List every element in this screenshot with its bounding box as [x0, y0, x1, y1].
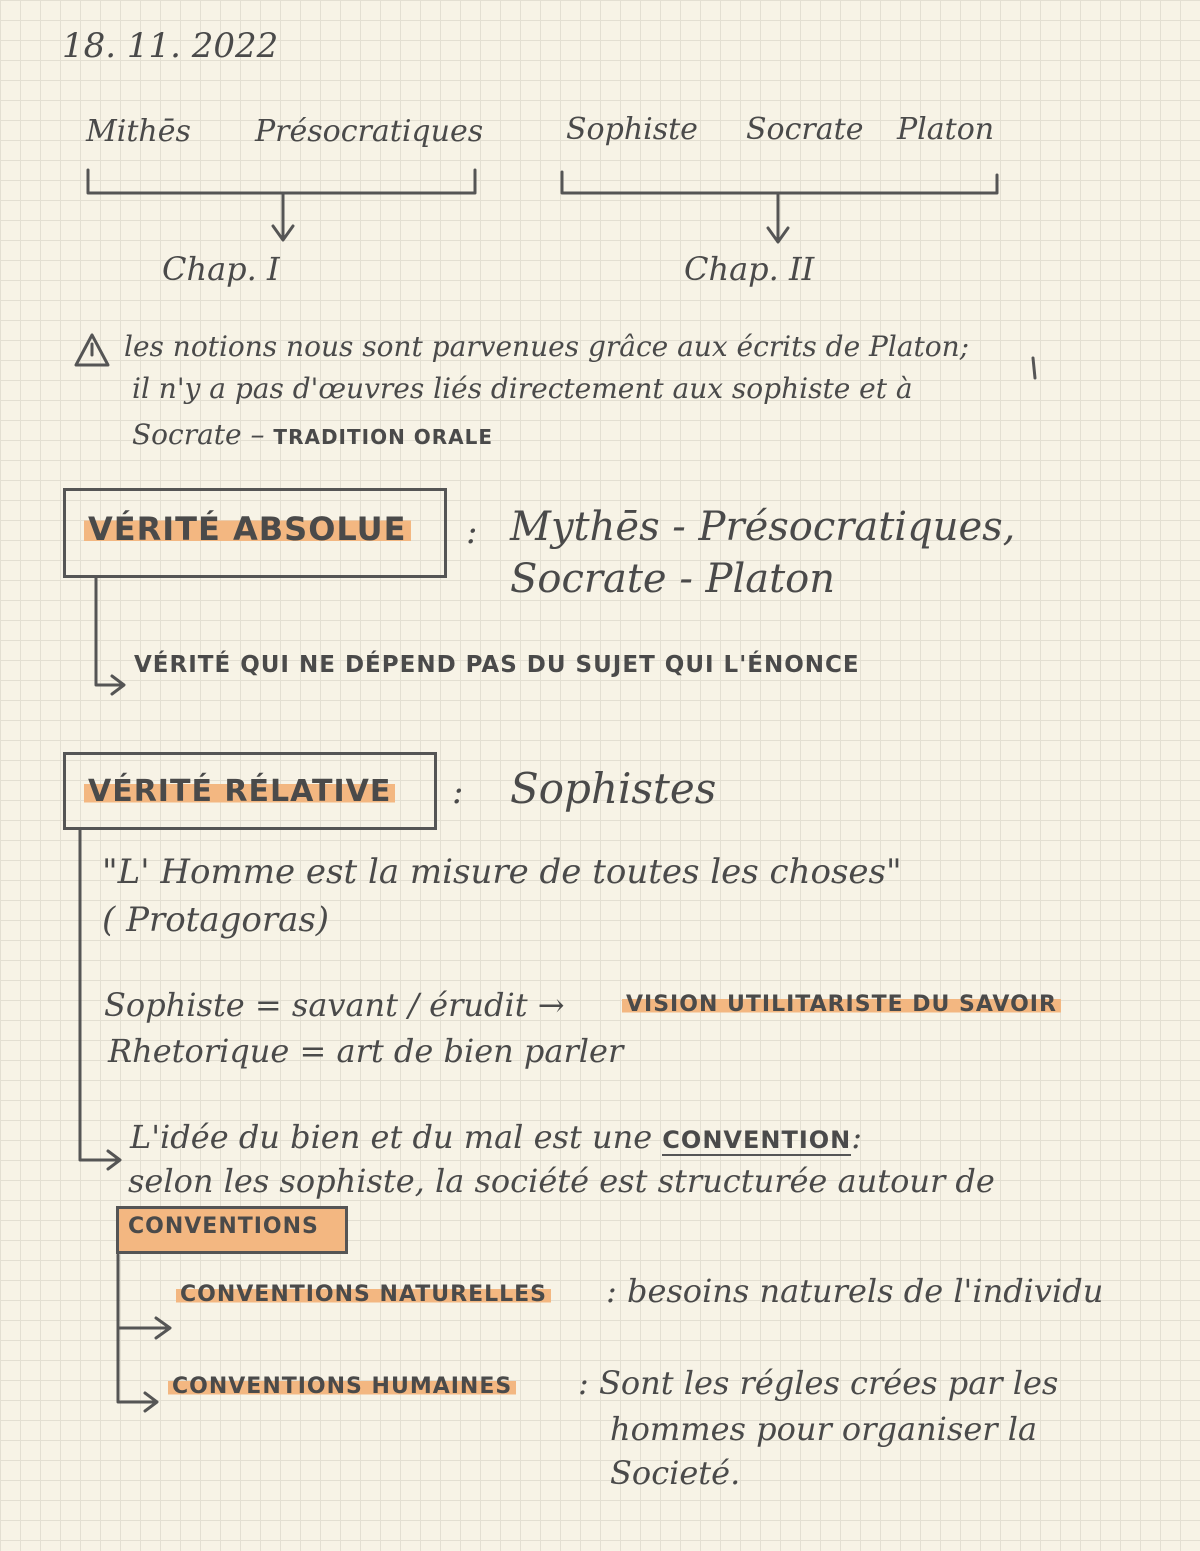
- group2-chapter: Chap. II: [684, 250, 815, 288]
- human-conventions-text: CONVENTIONS HUMAINES: [168, 1374, 516, 1399]
- convention-colon: :: [851, 1118, 863, 1156]
- rhetorique-definition: Rhetorique = art de bien parler: [108, 1032, 624, 1070]
- absolute-label: [84, 510, 411, 548]
- human-conventions-line-2: hommes pour organiser la: [610, 1410, 1038, 1448]
- bracket-group1: [88, 170, 475, 193]
- group2-item-platon: Platon: [897, 112, 995, 147]
- warning-line-2: il n'y a pas d'œuvres liés directement aux sophiste et à: [132, 372, 913, 405]
- vision-utilitariste-text: VISION UTILITARISTE DU SAVOIR: [622, 992, 1061, 1017]
- conventions-box-label: CONVENTIONS: [128, 1214, 319, 1239]
- vision-utilitariste: [622, 992, 1061, 1017]
- group1-chapter: Chap. I: [162, 250, 280, 288]
- group2-item-socrate: Socrate: [746, 112, 864, 147]
- relative-colon: :: [452, 772, 464, 812]
- arrow-group2: [768, 193, 788, 242]
- group1-item-presocratiques: Présocratiques: [255, 114, 484, 149]
- warning-tradition-orale: TRADITION ORALE: [273, 425, 494, 449]
- convention-line-2: selon les sophiste, la société est structurée autour de: [128, 1162, 995, 1200]
- warning-line-1: les notions nous sont parvenues grâce aux écrits de Platon;: [124, 330, 970, 363]
- absolute-definition: VÉRITÉ QUI NE DÉPEND PAS DU SUJET QUI L'ÉNONCE: [134, 652, 860, 678]
- absolute-line-2: Socrate - Platon: [510, 556, 836, 602]
- group1-item-mythes: Mithēs: [86, 114, 191, 149]
- human-conventions-line-3: Societé.: [610, 1454, 741, 1492]
- relative-label: [84, 774, 395, 809]
- sophiste-definition: Sophiste = savant / érudit →: [104, 986, 565, 1024]
- human-conventions-line-1: : Sont les régles crées par les: [578, 1364, 1059, 1402]
- group2-item-sophiste: Sophiste: [566, 112, 698, 147]
- relative-value: Sophistes: [510, 764, 717, 813]
- warning-line-3: [132, 418, 493, 451]
- convention-word: CONVENTION: [662, 1126, 852, 1154]
- arrow-human: [118, 1320, 157, 1411]
- absolute-colon: :: [466, 512, 478, 552]
- natural-conventions-label: [176, 1282, 551, 1307]
- warning-socrate: Socrate –: [132, 418, 274, 451]
- protagoras-author: ( Protagoras): [102, 900, 330, 940]
- protagoras-quote: "L' Homme est la misure de toutes les choses": [102, 852, 902, 892]
- convention-intro: L'idée du bien et du mal est une: [130, 1118, 663, 1156]
- arrow-absolute-definition: [96, 578, 124, 694]
- page-date: 18. 11. 2022: [62, 26, 279, 66]
- absolute-line-1: Mythēs - Présocratiques,: [510, 504, 1016, 550]
- arrow-natural: [118, 1255, 170, 1338]
- convention-line-1: [130, 1118, 862, 1156]
- natural-conventions-text: CONVENTIONS NATURELLES: [176, 1282, 551, 1307]
- human-conventions-label: [168, 1374, 516, 1399]
- natural-conventions-description: : besoins naturels de l'individu: [606, 1272, 1104, 1310]
- arrow-group1: [273, 193, 293, 240]
- relative-label-text: VÉRITÉ RÉLATIVE: [84, 774, 395, 809]
- absolute-label-text: VÉRITÉ ABSOLUE: [84, 510, 411, 548]
- bracket-group2: [562, 172, 997, 193]
